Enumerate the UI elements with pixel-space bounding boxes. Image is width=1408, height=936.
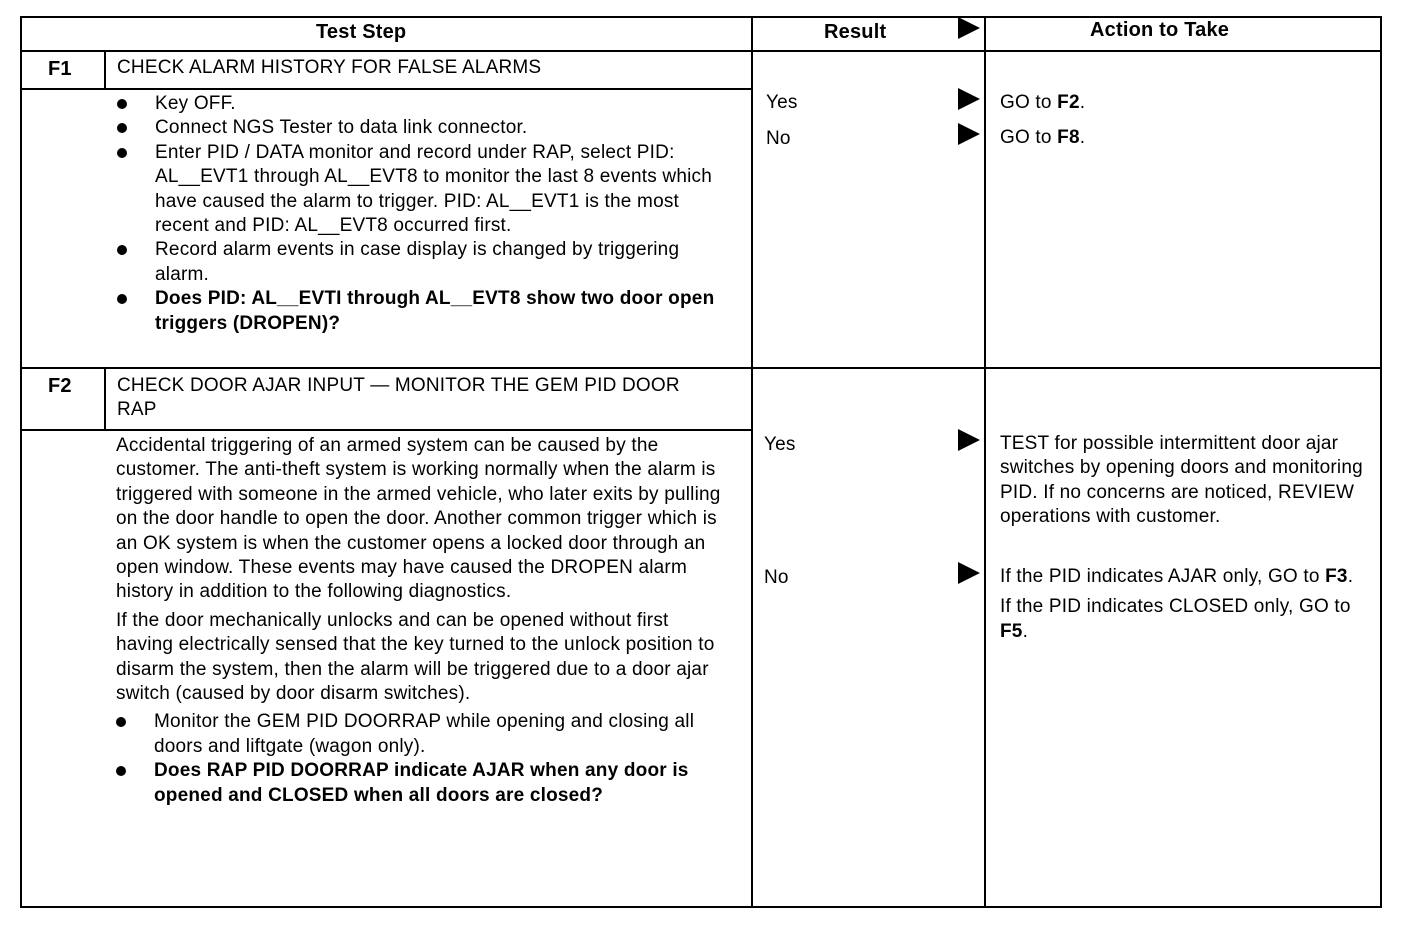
- action-text: If the PID indicates CLOSED only, GO to: [1000, 596, 1351, 618]
- step-id-f1: F1: [48, 58, 72, 80]
- f2-question: Does RAP PID DOORRAP indicate AJAR when any door is opened and CLOSED when all doors are closed?: [116, 759, 728, 808]
- action-text: GO to: [1000, 127, 1058, 148]
- step-reference: F2: [1057, 92, 1080, 113]
- list-item: Connect NGS Tester to data link connector.: [117, 116, 727, 140]
- action-text: .: [1022, 620, 1029, 642]
- f1-yes-arrow-icon: [958, 88, 980, 110]
- f1-question: Does PID: AL__EVTI through AL__EVT8 show two door open triggers (DROPEN)?: [117, 287, 727, 336]
- step-id-divider-f1: [104, 52, 106, 88]
- f2-no-arrow-icon: [958, 562, 980, 584]
- f1-result-no: No: [766, 128, 791, 149]
- f1-no-arrow-icon: [958, 123, 980, 145]
- step-reference: F5: [1000, 620, 1023, 642]
- f2-yes-arrow-icon: [958, 429, 980, 451]
- step-reference: F3: [1325, 566, 1348, 587]
- f2-result-yes: Yes: [764, 434, 796, 455]
- header-action: Action to Take: [1090, 19, 1230, 41]
- f2-instructions: [116, 434, 728, 808]
- action-text: .: [1079, 92, 1086, 113]
- f2-title: CHECK DOOR AJAR INPUT — MONITOR THE GEM PID DOOR RAP: [117, 375, 680, 421]
- column-divider-result: [751, 18, 753, 906]
- f2-paragraph: Accidental triggering of an armed system can be caused by the customer. The anti-theft system is working normally when the alarm is triggered with someone in the armed vehicle, who later exits by pulling on the door handle to open the door. Another common trigger which is an OK system is when the customer opens a locked door through an open window. These events may have caused the DROPEN alarm history in addition to the following diagnostics.: [116, 435, 721, 603]
- header-test-step: Test Step: [316, 21, 407, 43]
- list-item: Enter PID / DATA monitor and record under RAP, select PID: AL__EVT1 through AL__EVT8 to monitor the last 8 events which have caused the alarm to trigger. PID: AL__EVT1 is the most recent and PID: AL__EVT8 occurred first.: [117, 141, 727, 239]
- action-text: .: [1347, 566, 1354, 587]
- step-id-divider-f2: [104, 368, 106, 430]
- f2-action-no: [1000, 565, 1378, 644]
- action-text: [1000, 595, 1378, 644]
- row-separator: [22, 367, 1380, 369]
- action-text: [1000, 565, 1378, 589]
- step-reference: F8: [1057, 127, 1080, 148]
- header-result: Result: [824, 21, 887, 43]
- header-rule: [22, 50, 1380, 52]
- action-text: GO to: [1000, 92, 1058, 113]
- step-id-f2: F2: [48, 375, 72, 397]
- f2-paragraph: If the door mechanically unlocks and can be opened without first having electrically sensed that the key turned to the unlock position to disarm the system, then the alarm will be triggered due to a door ajar switch (caused by door disarm switches).: [116, 609, 715, 705]
- column-divider-action: [984, 18, 986, 906]
- f2-result-no: No: [764, 567, 789, 588]
- f1-title-rule: [22, 88, 752, 90]
- f1-title: CHECK ALARM HISTORY FOR FALSE ALARMS: [117, 57, 542, 78]
- list-item: Record alarm events in case display is changed by triggering alarm.: [117, 238, 727, 287]
- f1-instructions: [117, 92, 727, 336]
- f1-action-no: [1000, 126, 1085, 150]
- f1-action-yes: [1000, 91, 1085, 115]
- list-item: Monitor the GEM PID DOORRAP while opening and closing all doors and liftgate (wagon only).: [116, 710, 728, 759]
- header-arrow-icon: [958, 17, 980, 39]
- action-text: .: [1079, 127, 1086, 148]
- f1-result-yes: Yes: [766, 92, 798, 113]
- f2-action-yes: TEST for possible intermittent door ajar switches by opening doors and monitoring PID. If no concerns are noticed, REVIEW operations with customer.: [1000, 433, 1363, 528]
- action-text: If the PID indicates AJAR only, GO to: [1000, 566, 1326, 587]
- f2-title-rule: [22, 429, 752, 431]
- list-item: Key OFF.: [117, 92, 727, 116]
